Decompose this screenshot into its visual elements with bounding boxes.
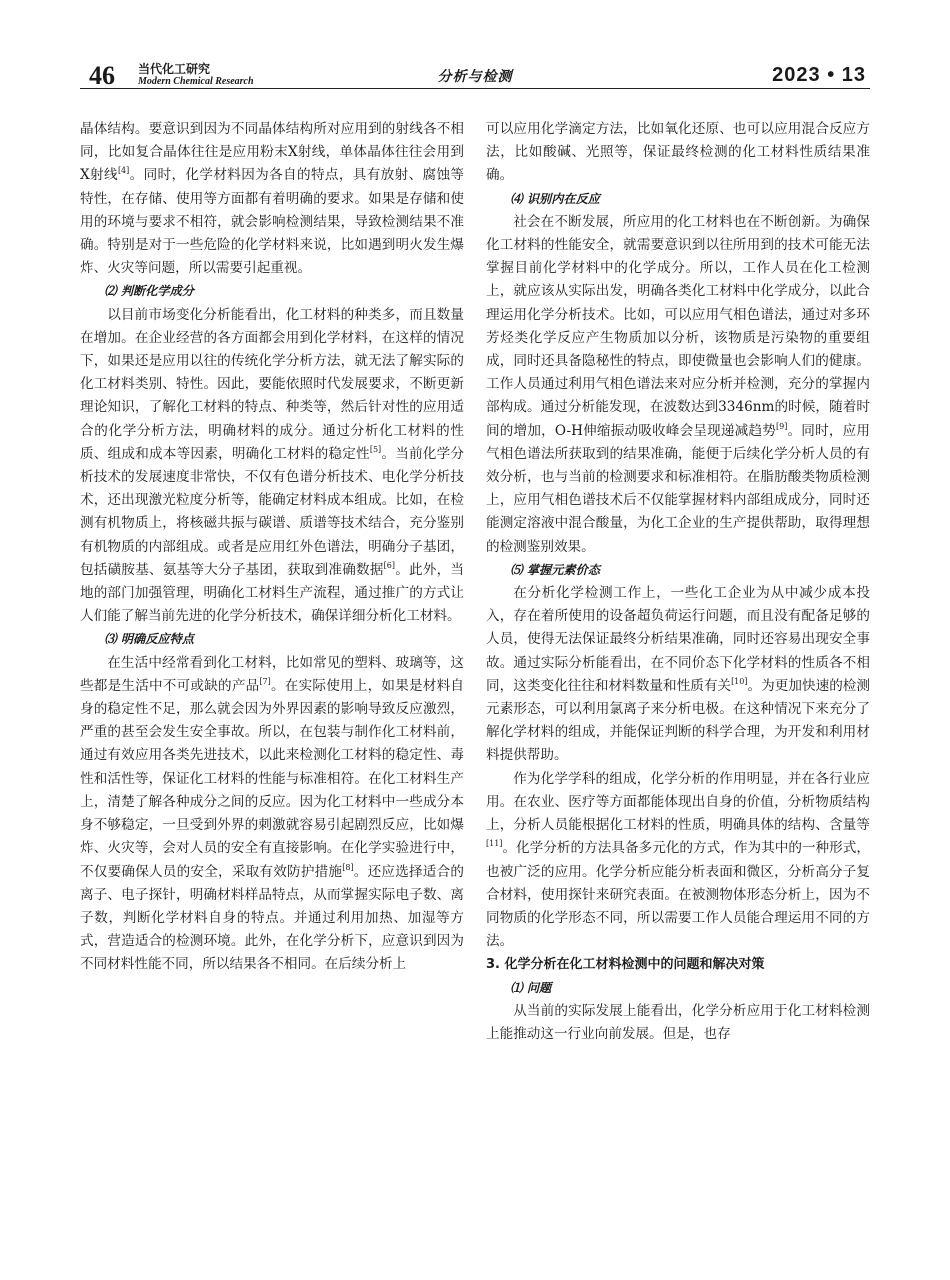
paragraph: 晶体结构。要意识到因为不同晶体结构所对应用到的射线各不相同，比如复合晶体往往是应用粉末X射线，单体晶体往往会用到X射线[4]。同时，化学材料因为各自的特点，具有放射、腐蚀等特性，在存储、使用等方面都有着明确的要求。如果是存储和使用的环境与要求不相符，就会影响检测结果，导致检测结果不准确。特别是对于一些危险的化学材料来说，比如遇到明火发生爆炸、火灾等问题，所以需要引起重视。 (80, 121, 465, 277)
paragraph: 在生活中经常看到化工材料，比如常见的塑料、玻璃等，这些都是生活中不可或缺的产品[7]。在实际使用上，如果是材料自身的稳定性不足，那么就会因为外界因素的影响导致反应激烈，严重的甚至会发生安全事故。所以，在包装与制作化工材料前，通过有效应用各类先进技术，以此来检测化工材料的稳定性、毒性和活性等，保证化工材料的性能与标准相符。在化工材料生产上，清楚了解各种成分之间的反应。因为化工材料中一些成分本身不够稳定，一旦受到外界的刺激就容易引起剧烈反应，比如爆炸、火灾等，会对人员的安全有直接影响。在化学实验进行中，不仅要确保人员的安全，采取有效防护措施[8]。还应选择适合的离子、电子探针，明确材料样品特点，从而掌握实际电子数、离子数，判断化学材料自身的特点。并通过利用加热、加湿等方式，营造适合的检测环境。此外，在化学分析下，应意识到因为不同材料性能不同，所以结果各不相同。在后续分析上 (80, 654, 465, 973)
subsection-heading: ⑷ 识别内在反应 (510, 191, 600, 206)
subsection-heading: ⑴ 问题 (510, 980, 552, 995)
subsection-heading: ⑶ 明确反应特点 (104, 632, 194, 647)
citation: [11] (486, 839, 503, 849)
journal-title-cn: 当代化工研究 (138, 62, 211, 76)
right-column (486, 118, 870, 1046)
subsection-heading: ⑵ 判断化学成分 (104, 284, 194, 299)
citation: [5] (369, 444, 382, 454)
citation: [6] (383, 560, 395, 570)
paragraph: 社会在不断发展，所应用的化工材料也在不断创新。为确保化工材料的性能安全，就需要意识到以往所用到的技术可能无法掌握目前化学材料中的化学成分。所以，工作人员在化工检测上，就应该从实际出发，明确各类化工材料中化学成分，以此合理运用化学分析技术。比如，可以应用气相色谱法，通过对多环芳烃类化学反应产生物质加以分析，该物质是污染物的重要组成，同时还具备隐秘性的特点，即使微量也会影响人们的健康。工作人员通过利用气相色谱法来对应分析并检测，充分的掌握内部构成。通过分析能发现，在波数达到3346nm的时候，随着时间的增加，O-H伸缩振动吸收峰会呈现递减趋势[9]。同时，应用气相色谱法所获取到的结果准确，能便于后续化学分析人员的有效分析，也与当前的检测要求和标准相符。在脂肪酸类物质检测上，应用气相色谱技术后不仅能掌握材料内部组成成分，同时还能测定溶液中混合酸量，为化工企业的生产提供帮助，取得理想的检测鉴别效果。 (486, 213, 870, 555)
page-header (0, 0, 950, 92)
citation: [10] (731, 676, 748, 686)
header-rule (80, 88, 870, 89)
issue-number: 2023 • 13 (772, 64, 866, 86)
subsection-heading: ⑸ 掌握元素价态 (510, 562, 600, 577)
citation: [4] (117, 166, 130, 176)
section-name: 分析与检测 (437, 69, 513, 85)
paragraph: 可以应用化学滴定方法，比如氧化还原、也可以应用混合反应方法，比如酸碱、光照等，保证最终检测的化工材料性质结果准确。 (486, 121, 870, 184)
citation: [8] (342, 862, 354, 872)
paragraph: 作为化学学科的组成，化学分析的作用明显，并在各行业应用。在农业、医疗等方面都能体现出自身的价值，分析物质结构上，分析人员能根据化工材料的性质，明确具体的结构、含量等[11]。化学分析的方法具备多元化的方式，作为其中的一种形式，也被广泛的应用。化学分析应能分析表面和微区，分析高分子复合材料，使用探针来研究表面。在被测物体形态分析上，因为不同物质的化学形态不同，所以需要工作人员能合理运用不同的方法。 (486, 770, 870, 950)
paragraph: 以目前市场变化分析能看出，化工材料的种类多，而且数量在增加。在企业经营的各方面都会用到化学材料，在这样的情况下，如果还是应用以往的传统化学分析方法，就无法了解实际的化工材料类别、特性。因此，要能依照时代发展要求，不断更新理论知识，了解化工材料的特点、种类等，然后针对性的应用适合的化学分析方法，明确材料的成分。通过分析化工材料的性质、组成和成本等因素，明确化工材料的稳定性[5]。当前化学分析技术的发展速度非常快，不仅有色谱分析技术、电化学分析技术，还出现激光粒度分析等，能确定材料成本组成。比如，在检测有机物质上，将核磁共振与碳谱、质谱等技术结合，充分鉴别有机物质的内部组成。或者是应用红外色谱法，明确分子基团，包括磺胺基、氨基等大分子基团，获取到准确数据[6]。此外，当地的部门加强管理，明确化工材料生产流程，通过推广的方式让人们能了解当前先进的化学分析技术，确保详细分析化工材料。 (80, 306, 465, 625)
citation: [9] (776, 421, 788, 431)
left-column (80, 118, 464, 977)
page-number: 46 (89, 61, 115, 90)
paragraph: 在分析化学检测工作上，一些化工企业为从中减少成本投入，存在着所使用的设备超负荷运行问题，而且没有配备足够的人员，使得无法保证最终分析结果准确，同时还容易出现安全事故。通过实际分析能看出，在不同价态下化学材料的性质各不相同，这类变化往往和材料数量和性质有关[10]。为更加快速的检测元素形态，可以利用氯离子来分析电极。在这种情况下来充分了解化学材料的组成，并能保证判断的科学合理，为开发和利用材料提供帮助。 (486, 585, 871, 764)
journal-title-en: Modern Chemical Research (138, 76, 254, 87)
section-heading: 3. 化学分析在化工材料检测中的问题和解决对策 (486, 957, 765, 973)
citation: [7] (259, 676, 271, 686)
paragraph: 从当前的实际发展上能看出，化学分析应用于化工材料检测上能推动这一行业向前发展。但是，也存 (486, 1002, 870, 1042)
